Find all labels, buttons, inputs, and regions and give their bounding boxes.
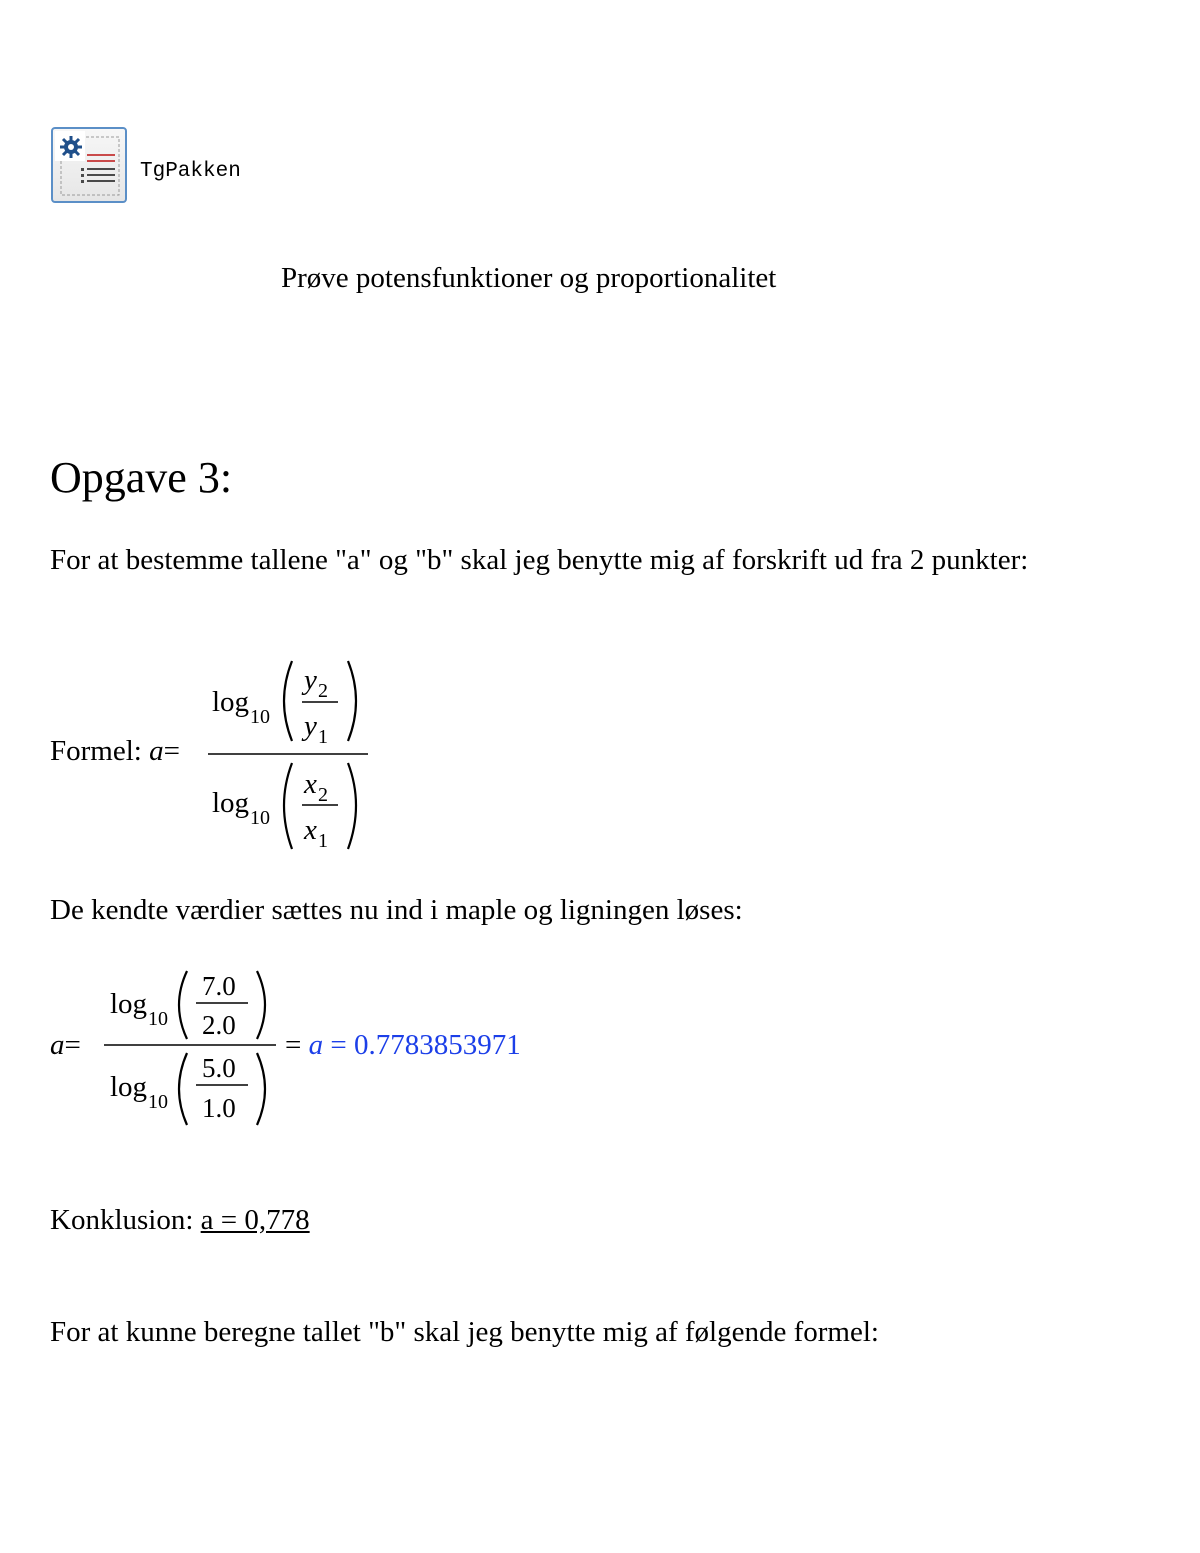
den-x-bottom: x	[304, 814, 317, 846]
maple-package-icon	[51, 127, 127, 203]
section-heading: Opgave 3:	[50, 453, 233, 502]
den-paren-left	[284, 763, 292, 849]
comp-result-eq: =	[330, 1029, 347, 1061]
document-title: Prøve potensfunktioner og proportionalitet	[281, 262, 777, 294]
package-name: TgPakken	[140, 160, 241, 183]
num-sub-bottom: 1	[318, 726, 328, 748]
comp-num-paren-left	[179, 971, 187, 1039]
formula-eq: =	[163, 735, 180, 767]
b-formula-paragraph: For at kunne beregne tallet "b" skal jeg benytte mig af følgende formel:	[50, 1316, 879, 1348]
intro-paragraph: For at bestemme tallene "a" og "b" skal jeg benytte mig af forskrift ud fra 2 punkter:	[50, 544, 1029, 576]
computed-formula	[100, 965, 280, 1135]
den-x-top: x	[304, 768, 317, 800]
comp-num-paren-right	[257, 971, 265, 1039]
num-log: log	[212, 686, 250, 718]
comp-den-paren-left	[179, 1053, 187, 1125]
computation-lhs	[50, 1026, 81, 1064]
conclusion-label: Konklusion:	[50, 1204, 194, 1236]
comp-den-bottom: 1.0	[202, 1093, 236, 1123]
num-y-bottom: y	[304, 710, 317, 742]
den-sub-top: 2	[318, 784, 328, 806]
num-base: 10	[250, 706, 270, 728]
conclusion	[50, 1201, 310, 1239]
comp-lhs-var: a	[50, 1029, 65, 1061]
comp-den-base: 10	[148, 1091, 168, 1113]
conclusion-value: a = 0,778	[200, 1204, 310, 1236]
comp-result-eq0: =	[285, 1029, 302, 1061]
den-base: 10	[250, 807, 270, 829]
comp-num-bottom: 2.0	[202, 1010, 236, 1040]
num-paren-right	[348, 661, 356, 741]
den-paren-right	[348, 763, 356, 849]
comp-num-top: 7.0	[202, 971, 236, 1001]
comp-result-value: 0.7783853971	[353, 1029, 521, 1061]
computation-result	[285, 1026, 521, 1064]
comp-num-log: log	[110, 988, 148, 1020]
comp-den-log: log	[110, 1071, 148, 1103]
formula-label-text: Formel:	[50, 735, 142, 767]
comp-result-var: a	[308, 1029, 324, 1061]
comp-num-base: 10	[148, 1008, 168, 1030]
num-sub-top: 2	[318, 680, 328, 702]
num-y-top: y	[304, 664, 317, 696]
den-sub-bottom: 1	[318, 830, 328, 852]
den-log: log	[212, 787, 250, 819]
comp-den-paren-right	[257, 1053, 265, 1125]
comp-lhs-eq: =	[64, 1029, 81, 1061]
values-paragraph: De kendte værdier sættes nu ind i maple og ligningen løses:	[50, 894, 743, 926]
formula-label	[50, 732, 180, 770]
comp-den-top: 5.0	[202, 1053, 236, 1083]
formula-lhs: a	[149, 735, 164, 767]
num-paren-left	[284, 661, 292, 741]
general-formula	[200, 655, 380, 860]
